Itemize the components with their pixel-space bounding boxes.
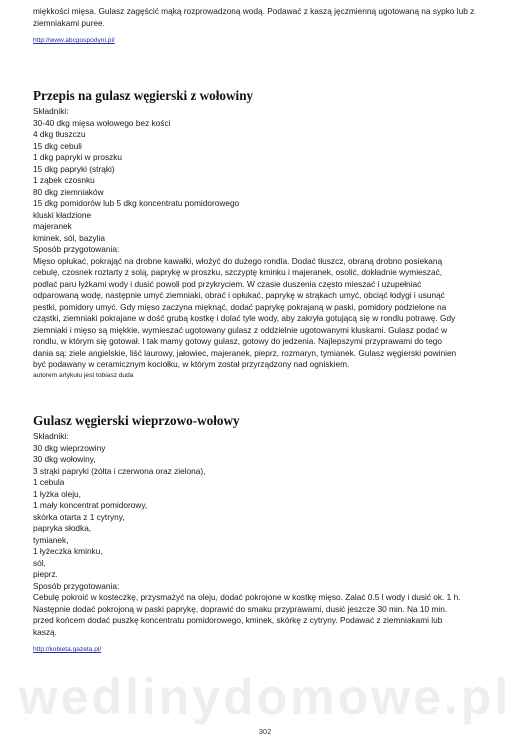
method-line: odparowaną wodę, następnie umyć ziemniaki, obrać i opłukać, paprykę w strąkach umyć, obciąć łodygi i usunąć: [33, 290, 445, 300]
ingredient-item: 30 dkg wołowiny,: [33, 454, 96, 464]
recipe-title: Przepis na gulasz węgierski z wołowiny: [33, 88, 254, 103]
ingredient-item: 15 dkg cebuli: [33, 140, 82, 151]
ingredient-item: 1 dkg papryki w proszku: [33, 152, 123, 162]
text-line: miękkości mięsa. Gulasz zagęścić mąką rozprowadzoną wodą. Podawać z kaszą jęczmienną ugotowaną na sypko lub z: [33, 6, 475, 16]
author-credit: autorem artykułu jest tobiasz duda: [33, 371, 134, 379]
method-line: Cebulę pokroić w kosteczkę, przysmażyć na oleju, dodać pokrojone w kostkę mięso. Zalać 0.5 l wody i dusić ok. 1 h.: [33, 592, 461, 602]
method-line: przed końcem dodać puszkę koncentratu pomidorowego, kminek, skórkę z cytryny. Podawać z ziemniakami lub: [33, 615, 443, 625]
ingredient-item: majeranek: [33, 221, 72, 231]
source-link[interactable]: http://www.abcgospodyni.pl/: [33, 37, 115, 44]
ingredient-item: 1 ząbek czosnku: [33, 175, 95, 185]
method-line: być podawany w ceramicznym kociołku, w którym został przyrządzony nad ogniskiem.: [33, 359, 350, 369]
ingredient-item: skórka otarta z 1 cytryny,: [33, 511, 125, 522]
ingredients-list: [33, 431, 503, 638]
ingredients-label: Składniki:: [33, 106, 69, 116]
intro-section: [33, 6, 503, 47]
method-line: Następnie dodać pokrojoną w paski paprykę, doprawić do smaku przyprawami, dusić jeszcze 30 min. Na 10 min.: [33, 603, 448, 614]
ingredient-item: sól,: [33, 557, 46, 568]
text-line: ziemniakami puree.: [33, 17, 105, 28]
method-line: Mięso opłukać, pokrająć na drobne kawałki, włożyć do dużego rondla. Dodać tłuszcz, obraną drobno posiekaną: [33, 255, 443, 266]
method-line: ziemniaki i mięso są miękkie, wymieszać ugotowany gulasz z oddzielnie ugotowanymi kluskami. Gulasz podać w: [33, 324, 448, 335]
ingredient-item: kluski kładzione: [33, 209, 92, 220]
ingredient-item: 3 strąki papryki (żółta i czerwona oraz zielona),: [33, 465, 206, 476]
ingredients-list: [33, 106, 503, 371]
ingredient-item: 1 łyżka oleju,: [33, 488, 81, 499]
method-line: cebulę, czosnek roztarty z solą, paprykę w proszku, szczyptę kminku i majeranek, osolić, dokładnie wymieszać,: [33, 267, 443, 277]
ingredients-label: Składniki:: [33, 431, 69, 441]
page-number: 302: [258, 727, 272, 736]
method-label: Sposób przygotowania:: [33, 244, 120, 254]
ingredient-item: 80 dkg ziemniaków: [33, 186, 104, 197]
watermark: wedlinydomowe.pl: [18, 669, 512, 725]
ingredient-item: 1 mały koncentrat pomidorowy,: [33, 500, 148, 510]
ingredient-item: pieprz.: [33, 569, 58, 579]
source-link[interactable]: http://kobieta.gazeta.pl/: [33, 646, 102, 653]
ingredient-item: 1 cebula: [33, 477, 65, 487]
ingredient-item: 30 dkg wieprzowiny: [33, 442, 106, 453]
ingredient-item: papryka słodka,: [33, 523, 92, 533]
method-label: Sposób przygotowania:: [33, 580, 120, 591]
method-line: kaszą.: [33, 626, 57, 637]
recipe-title: Gulasz węgierski wieprzowo-wołowy: [33, 413, 240, 428]
method-line: dania są: ziele angielskie, liść laurowy, jałowiec, majeranek, pieprz, rozmaryn, tymianek. Gulasz węgierski powinien: [33, 347, 457, 358]
method-line: rondlu, w którym się gotował. I tak mamy gotowy gulasz, gotowy do jedzenia. Najlepszymi przyprawami do tego: [33, 336, 443, 346]
intro-paragraph: [33, 6, 503, 29]
ingredient-item: 30-40 dkg mięsa wołowego bez kości: [33, 117, 171, 128]
recipe-section-pork-beef: [33, 413, 503, 656]
ingredient-item: 4 dkg tłuszczu: [33, 129, 86, 139]
method-line: cząstki, ziemniaki pokrajane w dość grubą kostkę i dolać tyle wody, aby zakryła gotującą się w rondlu potrawę. Gdy: [33, 313, 456, 323]
ingredient-item: 1 łyżeczka kminku,: [33, 546, 103, 556]
ingredient-item: 15 dkg papryki (strąki): [33, 163, 115, 174]
ingredient-item: 15 dkg pomidorów lub 5 dkg koncentratu pomidorowego: [33, 198, 240, 208]
method-line: pestki, pomidory umyć. Gdy mięso zaczyna mięknąć, dodać paprykę pokrajaną w paski, pomidory podzielone na: [33, 301, 447, 312]
recipe-section-beef: [33, 88, 503, 380]
ingredient-item: kminek, sól, bazylia: [33, 232, 105, 243]
method-line: podlać paru łyżkami wody i dusić powoli pod przykryciem. W czasie duszenia często mieszać i uzupełniać: [33, 278, 422, 289]
ingredient-item: tymianek,: [33, 534, 69, 545]
